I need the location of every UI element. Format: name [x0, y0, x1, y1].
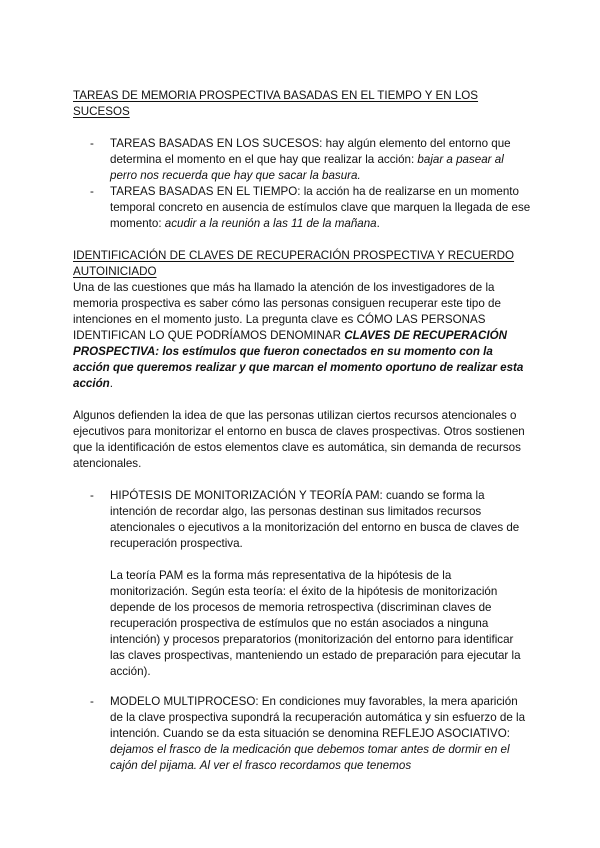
paragraph-attention-resources: Algunos defienden la idea de que las personas utilizan ciertos recursos atencionales o ejecutivos para monitorizar el entorno en busca de claves prospectivas. Otros sostienen que la identificación de estos elementos clave es automática, sin demanda de recursos atencionales. — [73, 409, 525, 470]
section-heading-memory-tasks: TAREAS DE MEMORIA PROSPECTIVA BASADAS EN EL TIEMPO Y EN LOS SUCESOS — [73, 89, 479, 118]
example-text: acudir a la reunión a las 11 de la mañana — [164, 217, 377, 230]
list-item-text: MODELO MULTIPROCESO: En condiciones muy favorables, la mera aparición de la clave prospectiva supondrá la recuperación automática y sin esfuerzo de la intención. Cuando se da esta situación se denomina REFLEJO ASOCIATIVO: dejamos el frasco de la medicación que debemos tomar antes de dormir en el cajón del pijama. Al ver el frasco recordamos que tenemos — [110, 695, 526, 772]
example-text: bajar a pasear al perro nos recuerda que hay que sacar la basura. — [110, 153, 504, 182]
paragraph-pam-theory: La teoría PAM es la forma más representativa de la hipótesis de la monitorización. Según esta teoría: el éxito de la hipótesis de monitorización depende de los procesos de memoria retrospectiva (discriminan claves de recuperación prospectiva de estímulos que no están asociados a ninguna intención) y procesos preparatorios (monitorización del entorno para identificar las claves prospectivas, manteniendo un estado de preparación para ejecutar la acción). — [110, 569, 521, 678]
emphasis-definition: CLAVES DE RECUPERACIÓN PROSPECTIVA: los estímulos que fueron conectados en su momento con la acción que queremos realizar y que marcan el momento oportuno de realizar esta acción — [73, 329, 524, 390]
bullet-dash: - — [90, 185, 94, 198]
paragraph-retrieval-cues: Una de las cuestiones que más ha llamado la atención de los investigadores de la memoria prospectiva es saber cómo las personas consiguen recuperar este tipo de intenciones en el momento justo. La pregunta clave es CÓMO LAS PERSONAS IDENTIFICAN LO QUE PODRÍAMOS DENOMINAR CLAVES DE RECUPERACIÓN PROSPECTIVA: los estímulos que fueron conectados en su momento con la acción que queremos realizar y que marcan el momento oportuno de realizar esta acción. — [73, 281, 524, 390]
section-heading-retrieval-cues: IDENTIFICACIÓN DE CLAVES DE RECUPERACIÓN PROSPECTIVA Y RECUERDO AUTOINICIADO — [73, 249, 515, 278]
example-text: dejamos el frasco de la medicación que debemos tomar antes de dormir en el cajón del pijama. Al ver el frasco recordamos que tenemos — [110, 743, 510, 772]
list-item-text: HIPÓTESIS DE MONITORIZACIÓN Y TEORÍA PAM: cuando se forma la intención de recordar algo, las personas destinan sus limitados recursos atencionales o ejecutivos a la monitorización del entorno en busca de claves de recuperación prospectiva. — [110, 489, 520, 550]
list-item-text: TAREAS BASADAS EN EL TIEMPO: la acción ha de realizarse en un momento temporal concreto en ausencia de estímulos clave que marquen la llegada de ese momento: acudir a la reunión a las 11 de la mañana. — [110, 185, 531, 230]
list-item-text: TAREAS BASADAS EN LOS SUCESOS: hay algún elemento del entorno que determina el momento en el que hay que realizar la acción: bajar a pasear al perro nos recuerda que hay que sacar la basura. — [110, 137, 511, 182]
bullet-dash: - — [90, 695, 94, 708]
bullet-dash: - — [90, 137, 94, 150]
bullet-dash: - — [90, 489, 94, 502]
